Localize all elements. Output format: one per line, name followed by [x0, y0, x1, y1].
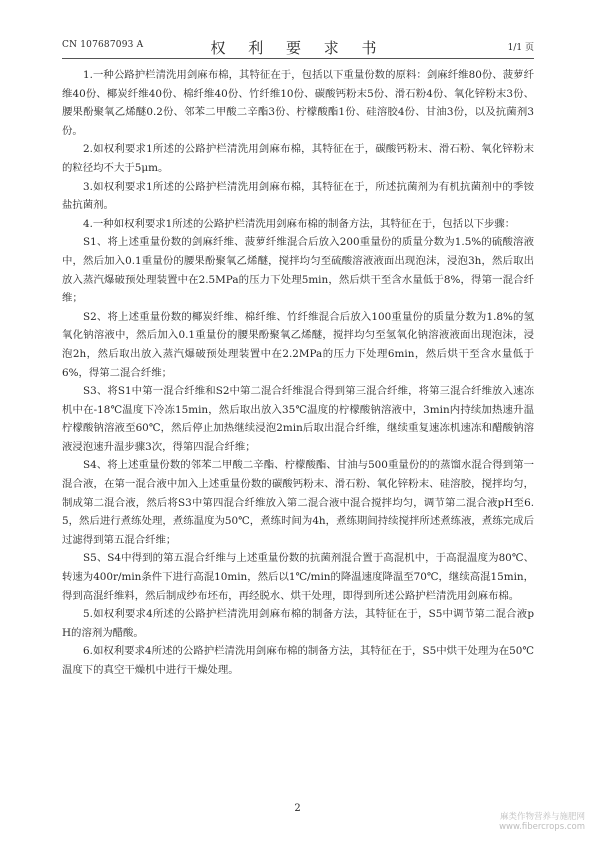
- claim-6: 6.如权利要求4所述的公路护栏清洗用剑麻布棉的制备方法，其特征在于，S5中烘干处理为在50℃温度下的真空干燥机中进行干燥处理。: [62, 645, 534, 676]
- watermark-title: 麻类作物营养与施肥网: [499, 812, 585, 822]
- claims-body: [62, 66, 534, 680]
- claim-4-step-s2: S2、将上述重量份数的椰炭纤维、棉纤维、竹纤维混合后放入100重量份的质量分数为1.8%的氢氧化钠溶液中，然后加入0.1重量份的腰果酚聚氧乙烯醚，搅拌均匀至氢氧化钠溶液液面出现泡沫，浸泡2h，然后取出放入蒸汽爆破预处理装置中在2.2MPa的压力下处理6min，然后烘干至含水量低于6%，得第二混合纤维；: [62, 310, 534, 379]
- claim-4-step-s4: S4、将上述重量份数的邻苯二甲酸二辛酯、柠檬酸酯、甘油与500重量份的的蒸馏水混合得到第一混合液，在第一混合液中加入上述重量份数的碳酸钙粉末、滑石粉、氧化锌粉末、硅溶胶，搅拌均匀，制成第二混合液，然后将S3中第四混合纤维放入第二混合液中混合搅拌均匀，调节第二混合液pH至6.5，然后进行煮练处理，煮练温度为50℃，煮练时间为4h，煮练期间持续搅拌所述煮练液，煮练完成后过滤得到第五混合纤维；: [62, 459, 534, 546]
- page-indicator: 1/1 页: [507, 43, 534, 53]
- header-divider: [62, 58, 534, 59]
- document-title: 权 利 要 求 书: [210, 39, 386, 57]
- claim-5: 5.如权利要求4所述的公路护栏清洗用剑麻布棉的制备方法，其特征在于，S5中调节第二混合液pH的溶剂为醋酸。: [62, 608, 534, 639]
- claim-4-step-s5: S5、S4中得到的第五混合纤维与上述重量份数的抗菌剂混合置于高混机中，于高混温度为80℃、转速为400r/min条件下进行高混10min，然后以1℃/min的降温速度降温至70℃，继续高混15min，得到高混纤维料，然后制成纱布坯布，再经脱水、烘干处理，即得到所述公路护栏清洗用剑麻布棉。: [62, 552, 534, 602]
- watermark-url: www.fibercrops.com: [499, 822, 585, 832]
- page-number: 2: [294, 803, 301, 814]
- claim-1: 1.一种公路护栏清洗用剑麻布棉，其特征在于，包括以下重量份数的原料：剑麻纤维80份、菠萝纤维40份、椰炭纤维40份、棉纤维40份、竹纤维10份、碳酸钙粉末5份、滑石粉4份、氧化锌粉末3份、腰果酚聚氧乙烯醚0.2份、邻苯二甲酸二辛酯3份、柠檬酸酯1份、硅溶胶4份、甘油3份，以及抗菌剂3份。: [62, 69, 534, 137]
- site-watermark: [445, 812, 585, 832]
- page-header: [62, 38, 534, 56]
- claim-2: 2.如权利要求1所述的公路护栏清洗用剑麻布棉，其特征在于，碳酸钙粉末、滑石粉、氧化锌粉末的粒径均不大于5μm。: [62, 143, 534, 174]
- claim-4-step-s3: S3、将S1中第一混合纤维和S2中第二混合纤维混合得到第三混合纤维，将第三混合纤维放入速冻机中在-18℃温度下冷冻15min，然后取出放入35℃温度的柠檬酸钠溶液中，3min内持续加热速升温柠檬酸钠溶液至60℃，然后停止加热继续浸泡2min后取出混合纤维，继续重复速冻机速冻和醋酸钠溶液浸泡速升温步骤3次，得第四混合纤维；: [62, 385, 534, 453]
- publication-number: CN 107687093 A: [62, 40, 144, 50]
- claim-4: 4.一种如权利要求1所述的公路护栏清洗用剑麻布棉的制备方法，其特征在于，包括以下步骤：: [83, 217, 516, 230]
- claim-3: 3.如权利要求1所述的公路护栏清洗用剑麻布棉，其特征在于，所述抗菌剂为有机抗菌剂中的季铵盐抗菌剂。: [62, 180, 534, 212]
- claim-4-step-s1: S1、将上述重量份数的剑麻纤维、菠萝纤维混合后放入200重量份的质量分数为1.5%的硫酸溶液中，然后加入0.1重量份的腰果酚聚氧乙烯醚，搅拌均匀至硫酸溶液液面出现泡沫，浸泡3h，然后取出放入蒸汽爆破预处理装置中在2.5MPa的压力下处理5min，然后烘干至含水量低于8%，得第一混合纤维；: [62, 236, 534, 305]
